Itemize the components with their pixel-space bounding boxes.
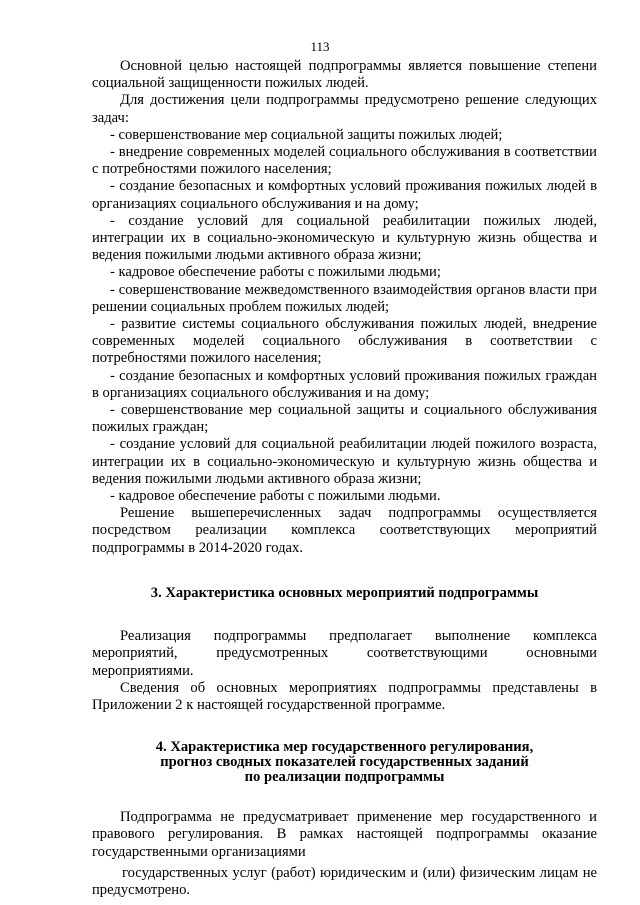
section-4-heading [92,740,597,785]
task-item: - совершенствование межведомственного взаимодействия органов власти при решении социальных проблем пожилых людей; [92,281,597,315]
section-4-paragraph: Подпрограмма не предусматривает применение мер государственного и правового регулирования. В рамках настоящей подпрограммы оказание государственными организациями [92,809,597,860]
section-4-paragraph: государственных услуг (работ) юридическим и (или) физическим лицам не предусмотрено. [92,864,597,898]
task-item: - создание условий для социальной реабилитации людей пожилого возраста, интеграции их в социально-экономическую и культурную жизнь общества и ведения пожилыми людьми активного образа жизни; [92,436,597,487]
intro-paragraph-goal: Основной целью настоящей подпрограммы является повышение степени социальной защищенности пожилых людей. [92,58,597,92]
task-item: - внедрение современных моделей социального обслуживания в соответствии с потребностями пожилого населения; [92,144,597,178]
page-number: 113 [310,39,330,54]
task-item: - создание безопасных и комфортных условий проживания пожилых людей в организациях социального обслуживания и на дому; [92,178,597,212]
section-4-heading-line: 4. Характеристика мер государственного регулирования, [155,739,534,756]
task-item: - кадровое обеспечение работы с пожилыми людьми. [110,488,441,505]
tasks-conclusion: Решение вышеперечисленных задач подпрограммы осуществляется посредством реализации комплекса соответствующих мероприятий подпрограммы в 2014-2020 годах. [92,505,597,556]
task-item: - создание безопасных и комфортных условий проживания пожилых граждан в организациях социального обслуживания и на дому; [92,367,597,401]
section-3-paragraph: Сведения об основных мероприятиях подпрограммы представлены в Приложении 2 к настоящей государственной программе. [92,679,597,713]
task-item: - развитие системы социального обслуживания пожилых людей, внедрение современных моделей социального обслуживания в соответствии с потребностями пожилого населения; [92,316,597,367]
task-item: - создание условий для социальной реабилитации пожилых людей, интеграции их в социально-экономическую и культурную жизнь общества и ведения пожилыми людьми активного образа жизни; [92,212,597,264]
task-item: - кадровое обеспечение работы с пожилыми людьми; [110,264,441,281]
page-body [92,58,597,899]
intro-paragraph-tasks: Для достижения цели подпрограммы предусмотрено решение следующих задач: [92,92,597,126]
section-3-heading: 3. Характеристика основных мероприятий подпрограммы [150,584,539,601]
section-3-paragraph: Реализация подпрограммы предполагает выполнение комплекса мероприятий, предусмотренных соответствующими основными мероприятиями. [92,628,597,679]
task-item: - совершенствование мер социальной защиты и социального обслуживания пожилых граждан; [92,402,597,436]
section-4-heading-line: по реализации подпрограммы [244,769,445,786]
task-item: - совершенствование мер социальной защиты пожилых людей; [110,126,503,143]
tasks-list [92,127,597,505]
section-4-heading-line: прогноз сводных показателей государственных заданий [160,754,529,771]
